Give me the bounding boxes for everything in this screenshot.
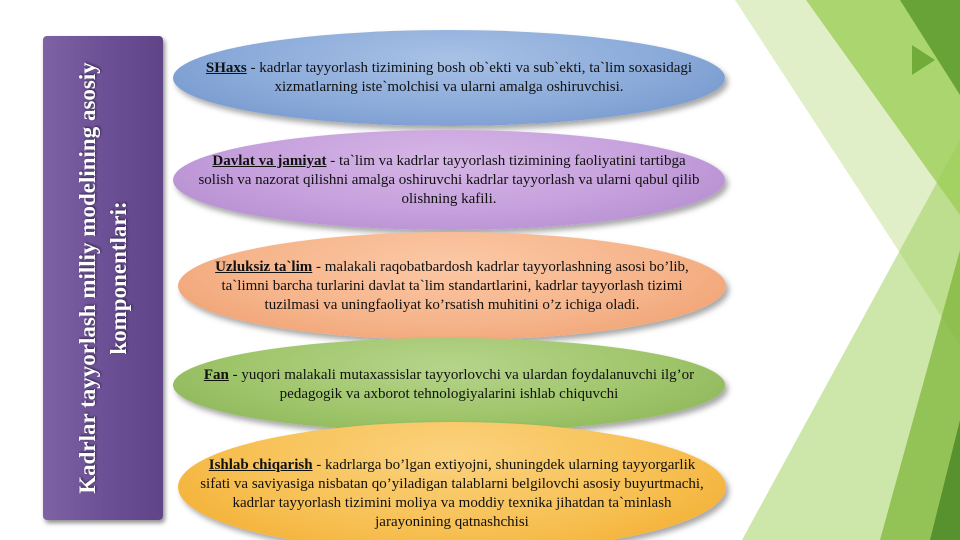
component-term: Davlat va jamiyat [212, 152, 327, 169]
component-fan [173, 338, 725, 432]
component-davlat-va-jamiyat [173, 130, 725, 230]
title-panel [43, 36, 163, 520]
component-term: Fan [203, 367, 229, 383]
side-title: Kadrlar tayyorlash milliy modelining asosiy komponentlari: [75, 62, 131, 494]
component-text [173, 152, 725, 209]
component-description: - kadrlar tayyorlash tizimining bosh ob`ekti va sub`ekti, ta`lim soxasidagi xizmatlarning iste`molchisi va ularni amalga oshiruvchisi. [246, 60, 693, 95]
component-text [178, 258, 726, 315]
component-term: Uzluksiz ta`lim [215, 258, 313, 275]
component-text [173, 366, 725, 404]
component-description: - yuqori malakali mutaxassislar tayyorlovchi va ulardan foydalanuvchi ilg’or pedagogik va axborot tehnologiyalarini ishlab chiquvchi [228, 367, 695, 402]
component-text [173, 59, 725, 97]
component-term: Ishlab chiqarish [208, 457, 313, 473]
component-ishlab-chiqarish [178, 422, 726, 540]
component-description: - ta`lim va kadrlar tayyorlash tizimining faoliyatini tartibga solish va nazorat qilishni amalga oshiruvchi kadrlar tayyorlash va ularni qabul qilib olishning kafili. [198, 152, 700, 207]
component-uzluksiz-talim [178, 232, 726, 340]
component-description: - malakali raqobatbardosh kadrlar tayyorlashning asosi bo’lib, ta`limni barcha turlarini davlat ta`lim standartlarini, kadrlar tayyorlash tizimi tuzilmasi va uningfaoliyat ko’rsatish muhitini o’z ichiga oladi. [221, 258, 689, 313]
component-term: SHaxs [205, 60, 247, 76]
component-description: - kadrlarga bo’lgan extiyojni, shuningdek ularning tayyorgarlik sifati va saviyasiga nisbatan qo’yiladigan talablarni belgilovchi asosiy buyurtmachi, kadrlar tayyorlash tizimini moliya va moddiy texnika jihatdan ta`minlash jarayonining qatnashchisi [200, 457, 704, 530]
component-shaxs [173, 30, 725, 126]
component-text [178, 442, 726, 532]
